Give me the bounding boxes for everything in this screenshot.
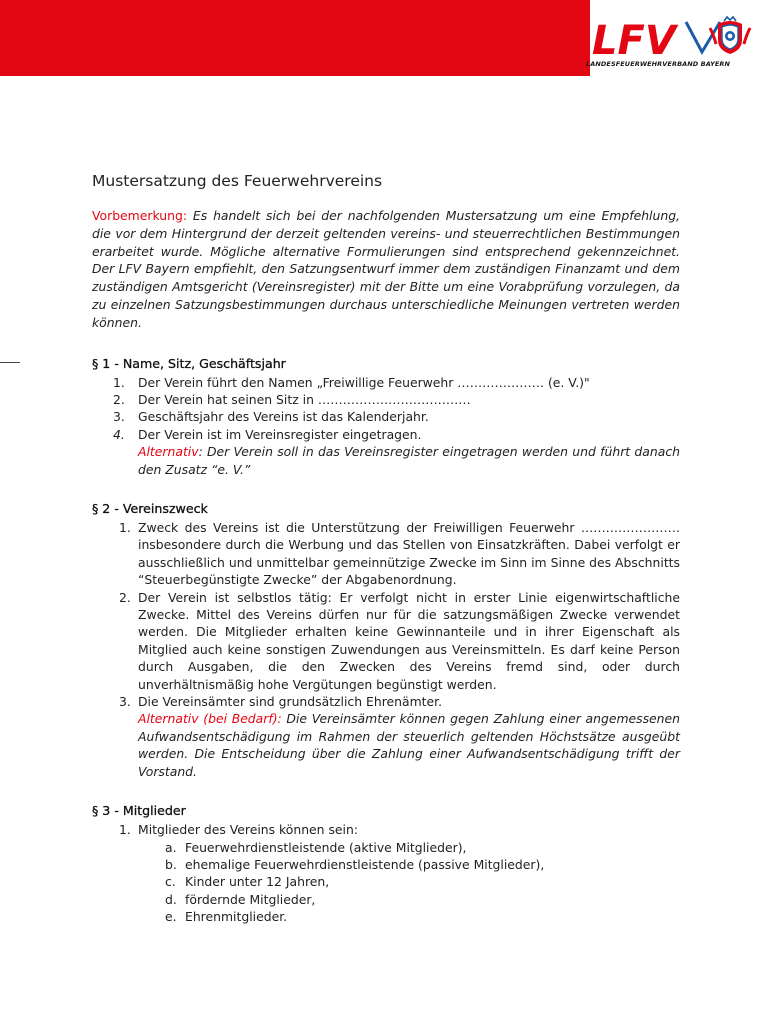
item-text: Der Verein ist im Vereinsregister eingetragen.	[138, 426, 422, 442]
list-item	[138, 891, 680, 908]
section-1-list	[92, 374, 680, 478]
preface	[92, 207, 680, 332]
item-text: fördernde Mitglieder,	[185, 891, 316, 907]
bavarian-coat-of-arms-icon	[710, 17, 750, 54]
alternative-text: Die Vereinsämter können gegen Zahlung einer angemessenen Aufwandsentschädigung im Rahmen der steuerlich geltenden Höchstsätze ausgeübt werden. Die Entscheidung über die Zahlung einer Aufwandsentschädigung trifft der Vorstand.	[138, 711, 681, 779]
alternative-label: Alternativ	[138, 444, 199, 460]
item-text: Geschäftsjahr des Vereins ist das Kalenderjahr.	[138, 409, 429, 425]
item-number: d.	[165, 891, 177, 907]
preface-label: Vorbemerkung:	[92, 208, 188, 223]
section-2-heading: § 2 - Vereinszweck	[92, 501, 208, 517]
item-text: Feuerwehrdienstleistende (aktive Mitglieder),	[185, 839, 467, 855]
item-number: 1.	[113, 374, 125, 390]
list-item	[92, 693, 680, 780]
fold-mark	[0, 362, 20, 363]
item-number: 2.	[119, 589, 131, 605]
item-number: 4.	[113, 426, 125, 442]
item-number: 3.	[119, 694, 131, 710]
alternative-text: : Der Verein soll in das Vereinsregister eingetragen werden und führt danach den Zusatz “e. V.”	[138, 444, 680, 477]
list-item	[92, 821, 680, 925]
item-text: Die Vereinsämter sind grundsätzlich Ehrenämter.	[138, 694, 443, 710]
list-item	[92, 426, 680, 478]
alternative-note	[138, 443, 680, 478]
section-3	[92, 802, 680, 925]
list-item	[92, 391, 680, 408]
item-number: 3.	[113, 409, 125, 425]
item-text: Ehrenmitglieder.	[185, 909, 288, 925]
item-number: e.	[165, 909, 177, 925]
document-body	[92, 170, 680, 926]
item-text: Kinder unter 12 Jahren,	[185, 874, 330, 890]
item-text: Mitglieder des Vereins können sein:	[138, 822, 359, 838]
item-number: 1.	[119, 822, 131, 838]
list-item	[92, 589, 680, 693]
alternative-label: Alternativ (bei Bedarf):	[138, 711, 282, 727]
member-types-list	[138, 839, 680, 926]
preface-text: Es handelt sich bei der nachfolgenden Mustersatzung um eine Empfehlung, die vor dem Hintergrund der derzeit geltenden vereins- und steuerrechtlichen Bestimmungen erarbeitet wurde. Mögliche alternative Formulierungen sind entsprechend gekennzeichnet. Der LFV Bayern empfiehlt, den Satzungsentwurf immer dem zuständigen Finanzamt und dem zuständigen Amtsgericht (Vereinsregister) mit der Bitte um eine Vorabprüfung vorzulegen, da zu einzelnen Satzungsbestimmungen durchaus unterschiedliche Meinungen vertreten werden können.	[92, 208, 680, 330]
section-3-list	[92, 821, 680, 925]
section-1	[92, 355, 680, 478]
item-text: Zweck des Vereins ist die Unterstützung der Freiwilligen Feuerwehr …………………… insbesondere durch die Werbung und das Stellen von Einsatzkräften. Dabei verfolgt er ausschließlich und unmittelbar gemeinnützige Zwecke im Sinn im Sinne des Abschnitts “Steuerbegünstigte Zwecke” der Abgabenordnung.	[138, 520, 680, 588]
item-number: a.	[165, 839, 177, 855]
section-2-list	[92, 519, 680, 780]
section-2	[92, 500, 680, 780]
list-item	[138, 839, 680, 856]
list-item	[92, 519, 680, 589]
item-number: b.	[165, 856, 177, 872]
list-item	[138, 856, 680, 873]
lfv-logo	[590, 14, 766, 60]
logo-text: LFV	[592, 18, 676, 60]
list-item	[92, 408, 680, 425]
section-3-heading: § 3 - Mitglieder	[92, 803, 186, 819]
item-text: Der Verein führt den Namen „Freiwillige Feuerwehr ………………… (e. V.)"	[138, 374, 590, 390]
list-item	[138, 873, 680, 890]
list-item	[92, 374, 680, 391]
item-number: c.	[165, 874, 176, 890]
page-title: Mustersatzung des Feuerwehrvereins	[92, 172, 383, 190]
list-item	[138, 908, 680, 925]
item-number: 1.	[119, 520, 131, 536]
item-number: 2.	[113, 391, 125, 407]
section-1-heading: § 1 - Name, Sitz, Geschäftsjahr	[92, 355, 286, 371]
alternative-note	[138, 710, 680, 780]
item-text: Der Verein hat seinen Sitz in ……………………………….	[138, 391, 471, 407]
item-text: ehemalige Feuerwehrdienstleistende (passive Mitglieder),	[185, 856, 545, 872]
logo-subtitle: LANDESFEUERWEHRVERBAND BAYERN	[586, 60, 731, 68]
item-text: Der Verein ist selbstlos tätig: Er verfolgt nicht in erster Linie eigenwirtschaftliche Zwecke. Mittel des Vereins dürfen nur für die satzungsmäßigen Zwecke verwendet werden. Die Mitglieder erhalten keine Gewinnanteile und in ihrer Eigenschaft als Mitglied auch keine sonstigen Zuwendungen aus Vereinsmitteln. Es darf keine Person durch Ausgaben, die den Zwecken des Vereins fremd sind, oder durch unverhältnismäßig hohe Vergütungen begünstigt werden.	[138, 589, 680, 692]
